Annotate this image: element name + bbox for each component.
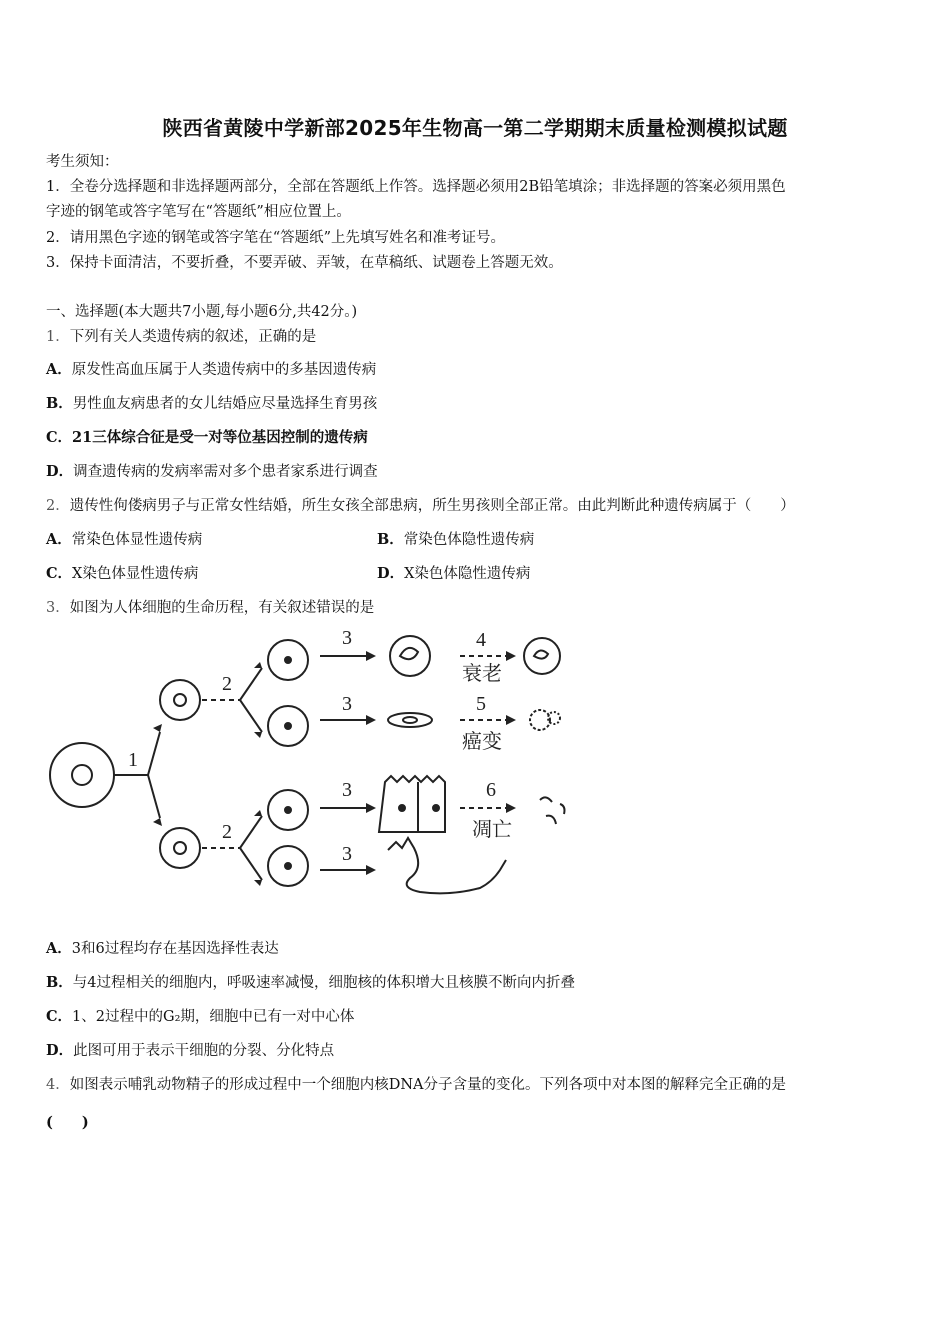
option-text: 常染色体隐性遗传病 [403, 532, 535, 548]
option-c [46, 1007, 906, 1027]
cell-life-history-figure [40, 620, 600, 900]
option-a [46, 530, 202, 550]
figure-label: 3 [342, 693, 352, 715]
option-d [377, 564, 530, 584]
option-c [46, 428, 906, 448]
option-label: C． [46, 1008, 73, 1025]
figure-label: 4 [476, 629, 486, 651]
option-a [46, 939, 906, 959]
option-text: 1、2过程中的G₂期，细胞中已有一对中心体 [72, 1009, 355, 1025]
question-2-stem [46, 496, 906, 516]
option-label: D． [46, 1042, 74, 1059]
option-text: 常染色体显性遗传病 [71, 532, 203, 548]
figure-label: 3 [342, 779, 352, 801]
option-a [46, 360, 906, 380]
option-text: 男性血友病患者的女儿结婚应尽量选择生育男孩 [72, 396, 378, 412]
question-text: 下列有关人类遗传病的叙述，正确的是 [69, 329, 317, 345]
option-text: 21三体综合征是受一对等位基因控制的遗传病 [72, 429, 368, 446]
question-text: 遗传性佝偻病男子与正常女性结婚，所生女孩全部患病，所生男孩则全部正常。由此判断此种遗传病属于（ ） [69, 498, 795, 514]
figure-label: 2 [222, 821, 232, 843]
option-b [46, 394, 906, 414]
option-label: B． [46, 395, 73, 412]
section-heading: 一、选择题(本大题共7小题,每小题6分,共42分。) [46, 304, 358, 320]
figure-label: 3 [342, 627, 352, 649]
option-text: 与4过程相关的细胞内，呼吸速率减慢，细胞核的体积增大且核膜不断向内折叠 [72, 975, 575, 991]
option-text: 此图可用于表示干细胞的分裂、分化特点 [73, 1043, 335, 1059]
option-label: B． [46, 974, 73, 991]
question-number: 2． [46, 498, 70, 514]
option-d [46, 1041, 906, 1061]
figure-label: 6 [486, 779, 496, 801]
question-number: 3． [46, 600, 70, 616]
question-text: 如图为人体细胞的生命历程，有关叙述错误的是 [69, 600, 375, 616]
figure-word: 癌变 [462, 731, 502, 753]
option-label: A． [46, 361, 72, 378]
figure-word: 衰老 [462, 663, 502, 685]
option-c [46, 564, 198, 584]
option-text: 原发性高血压属于人类遗传病中的多基因遗传病 [71, 362, 377, 378]
question-number: 4． [46, 1077, 70, 1093]
option-label: A． [46, 940, 72, 957]
figure-label: 5 [476, 693, 486, 715]
notice-item: 2．请用黑色字迹的钢笔或答字笔在“答题纸”上先填写姓名和准考证号。 [46, 230, 506, 246]
question-3-stem [46, 598, 906, 618]
figure-label: 3 [342, 843, 352, 865]
option-label: A． [46, 531, 72, 548]
stem-cell [50, 743, 114, 807]
option-text: 3和6过程均存在基因选择性表达 [71, 941, 279, 957]
notice-item: 1．全卷分选择题和非选择题两部分，全部在答题纸上作答。选择题必须用2B铅笔填涂；非选择题的答案必须用黑色 [46, 179, 786, 195]
question-text: 如图表示哺乳动物精子的形成过程中一个细胞内核DNA分子含量的变化。下列各项中对本图的解释完全正确的是 [69, 1077, 787, 1093]
option-text: X染色体显性遗传病 [72, 566, 199, 582]
option-text: X染色体隐性遗传病 [404, 566, 531, 582]
notice-item: 3．保持卡面清洁，不要折叠，不要弄破、弄皱，在草稿纸、试题卷上答题无效。 [46, 255, 563, 271]
page-title: 陕西省黄陵中学新部2025年生物高一第二学期期末质量检测模拟试题 [162, 116, 788, 140]
option-b [46, 973, 906, 993]
figure-word: 凋亡 [472, 819, 512, 841]
question-4-stem [46, 1075, 906, 1095]
question-number: 1． [46, 329, 70, 345]
option-b [377, 530, 534, 550]
question-1-stem [46, 327, 906, 347]
figure-label: 1 [128, 749, 138, 771]
answer-paren: ( ) [46, 1114, 89, 1131]
option-label: C． [46, 565, 73, 582]
option-d [46, 462, 906, 482]
notice-heading: 考生须知： [46, 154, 119, 170]
notice-item: 字迹的钢笔或答字笔写在“答题纸”相应位置上。 [46, 204, 351, 220]
option-label: D． [46, 463, 74, 480]
option-label: B． [377, 531, 404, 548]
option-label: D． [377, 565, 405, 582]
option-text: 调查遗传病的发病率需对多个患者家系进行调查 [73, 464, 378, 480]
option-label: C． [46, 429, 73, 446]
figure-label: 2 [222, 673, 232, 695]
